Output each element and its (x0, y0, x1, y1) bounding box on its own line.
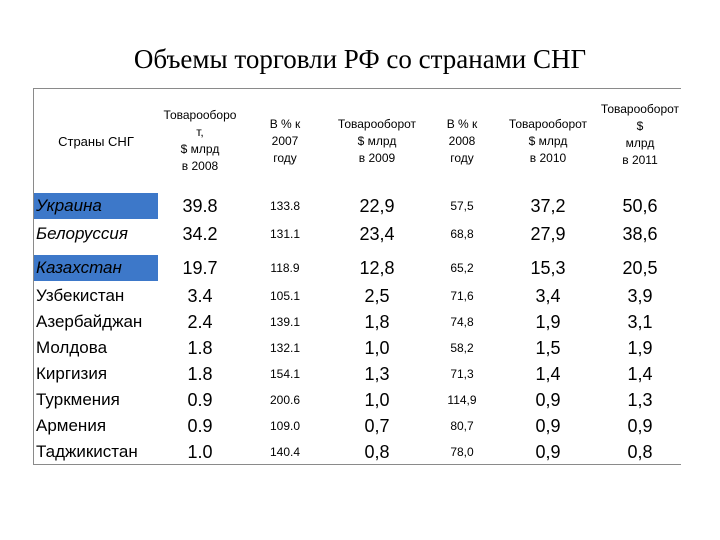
value-cell-t2009: 0,8 (364, 442, 390, 462)
value-cell-t2010: 37,2 (530, 196, 566, 216)
country-cell: Украина (34, 193, 158, 219)
value-cell-t2008: 1.8 (187, 364, 213, 384)
header-country-label: Страны СНГ (58, 133, 134, 149)
value-cell-t2009: 0,7 (364, 416, 390, 436)
value-cell-p2008: 68,8 (450, 227, 474, 241)
value-cell-p2008: 114,9 (447, 393, 477, 407)
value-cell-t2011: 1,9 (627, 338, 653, 358)
value-cell-p2007: 200.6 (269, 393, 301, 407)
value-cell-t2011: 3,1 (627, 312, 653, 332)
value-cell-p2007: 154.1 (269, 367, 301, 381)
value-cell-t2009: 22,9 (359, 196, 395, 216)
header-p2007-line: 2007 (271, 133, 299, 148)
header-t2010-line: Товарооборот (508, 116, 588, 131)
value-cell-p2007: 133.8 (269, 199, 301, 213)
header-t2011-line: Товарооборот $ (600, 102, 680, 133)
header-p2007-line: году (273, 150, 297, 165)
value-cell-p2008: 71,6 (450, 289, 474, 303)
trade-table (33, 88, 681, 465)
header-t2011-line: млрд (625, 136, 655, 150)
value-cell-t2010: 1,4 (535, 364, 561, 384)
value-cell-t2008: 1.0 (187, 442, 213, 462)
country-cell: Казахстан (34, 255, 158, 281)
value-cell-p2007: 140.4 (269, 445, 301, 459)
value-cell-t2010: 0,9 (535, 416, 561, 436)
value-cell-t2010: 27,9 (530, 224, 566, 244)
value-cell-t2009: 1,0 (364, 338, 390, 358)
value-cell-t2011: 0,9 (627, 416, 653, 436)
value-cell-t2008: 1.8 (187, 338, 213, 358)
value-cell-t2008: 2.4 (187, 312, 213, 332)
value-cell-t2008: 0.9 (187, 390, 213, 410)
header-t2010-line: $ млрд (528, 133, 568, 148)
value-cell-t2010: 1,9 (535, 312, 561, 332)
value-cell-t2008: 39.8 (182, 196, 218, 216)
value-cell-t2008: 34.2 (182, 224, 218, 244)
country-cell: Азербайджан (36, 312, 143, 331)
value-cell-t2009: 23,4 (359, 224, 395, 244)
value-cell-p2007: 139.1 (269, 315, 301, 329)
page-title: Объемы торговли РФ со странами СНГ (133, 44, 587, 74)
country-cell: Узбекистан (36, 286, 125, 305)
country-cell: Молдова (36, 338, 108, 357)
value-cell-t2008: 0.9 (187, 416, 213, 436)
value-cell-p2008: 78,0 (450, 445, 474, 459)
header-p2008 (426, 89, 498, 193)
country-cell: Киргизия (36, 364, 108, 383)
value-cell-p2007: 131.1 (269, 227, 301, 241)
value-cell-p2008: 57,5 (450, 199, 474, 213)
header-t2008 (158, 89, 242, 193)
value-cell-t2010: 0,9 (535, 442, 561, 462)
value-cell-t2008: 19.7 (182, 258, 218, 278)
value-cell-p2007: 105.1 (269, 289, 301, 303)
value-cell-p2008: 58,2 (450, 341, 474, 355)
value-cell-t2011: 1,4 (627, 364, 653, 384)
value-cell-t2010: 3,4 (535, 286, 561, 306)
value-cell-t2009: 2,5 (364, 286, 390, 306)
value-cell-t2008: 3.4 (187, 286, 213, 306)
value-cell-t2011: 0,8 (627, 442, 653, 462)
value-cell-t2010: 0,9 (535, 390, 561, 410)
header-t2011-line: в 2011 (622, 153, 658, 167)
header-p2007-line: В % к (269, 116, 301, 131)
header-t2008-line: в 2008 (181, 159, 219, 173)
value-cell-t2009: 12,8 (359, 258, 395, 278)
header-t2009 (328, 89, 426, 193)
header-t2010 (498, 89, 598, 193)
value-cell-t2011: 1,3 (627, 390, 653, 410)
header-p2008-line: году (450, 150, 474, 165)
header-t2008-line: $ млрд (180, 142, 220, 156)
header-country (34, 89, 158, 193)
country-cell: Туркмения (36, 390, 120, 409)
header-t2009-line: Товарооборот (337, 116, 417, 131)
header-p2008-line: 2008 (448, 133, 476, 148)
country-cell: Армения (36, 416, 107, 435)
value-cell-t2010: 1,5 (535, 338, 561, 358)
value-cell-p2008: 65,2 (450, 261, 474, 275)
header-t2009-line: в 2009 (358, 150, 396, 165)
country-cell: Таджикистан (36, 442, 138, 461)
value-cell-p2008: 80,7 (450, 419, 474, 433)
header-t2009-line: $ млрд (357, 133, 397, 148)
country-cell: Белоруссия (36, 224, 128, 243)
header-t2008-line: Товарооборо (163, 108, 237, 122)
value-cell-t2011: 20,5 (622, 258, 658, 278)
value-cell-t2009: 1,8 (364, 312, 390, 332)
value-cell-t2011: 50,6 (622, 196, 658, 216)
header-t2011 (598, 83, 682, 187)
value-cell-t2011: 3,9 (627, 286, 653, 306)
value-cell-p2007: 109.0 (269, 419, 301, 433)
value-cell-p2007: 132.1 (269, 341, 301, 355)
value-cell-t2011: 38,6 (622, 224, 658, 244)
header-p2007 (242, 89, 328, 193)
value-cell-p2008: 74,8 (450, 315, 474, 329)
header-p2008-line: В % к (446, 116, 478, 131)
header-t2010-line: в 2010 (529, 150, 567, 165)
value-cell-t2009: 1,0 (364, 390, 390, 410)
value-cell-t2009: 1,3 (364, 364, 390, 384)
value-cell-p2007: 118.9 (270, 261, 300, 275)
value-cell-p2008: 71,3 (450, 367, 474, 381)
value-cell-t2010: 15,3 (530, 258, 566, 278)
header-t2008-line: т, (196, 125, 204, 139)
